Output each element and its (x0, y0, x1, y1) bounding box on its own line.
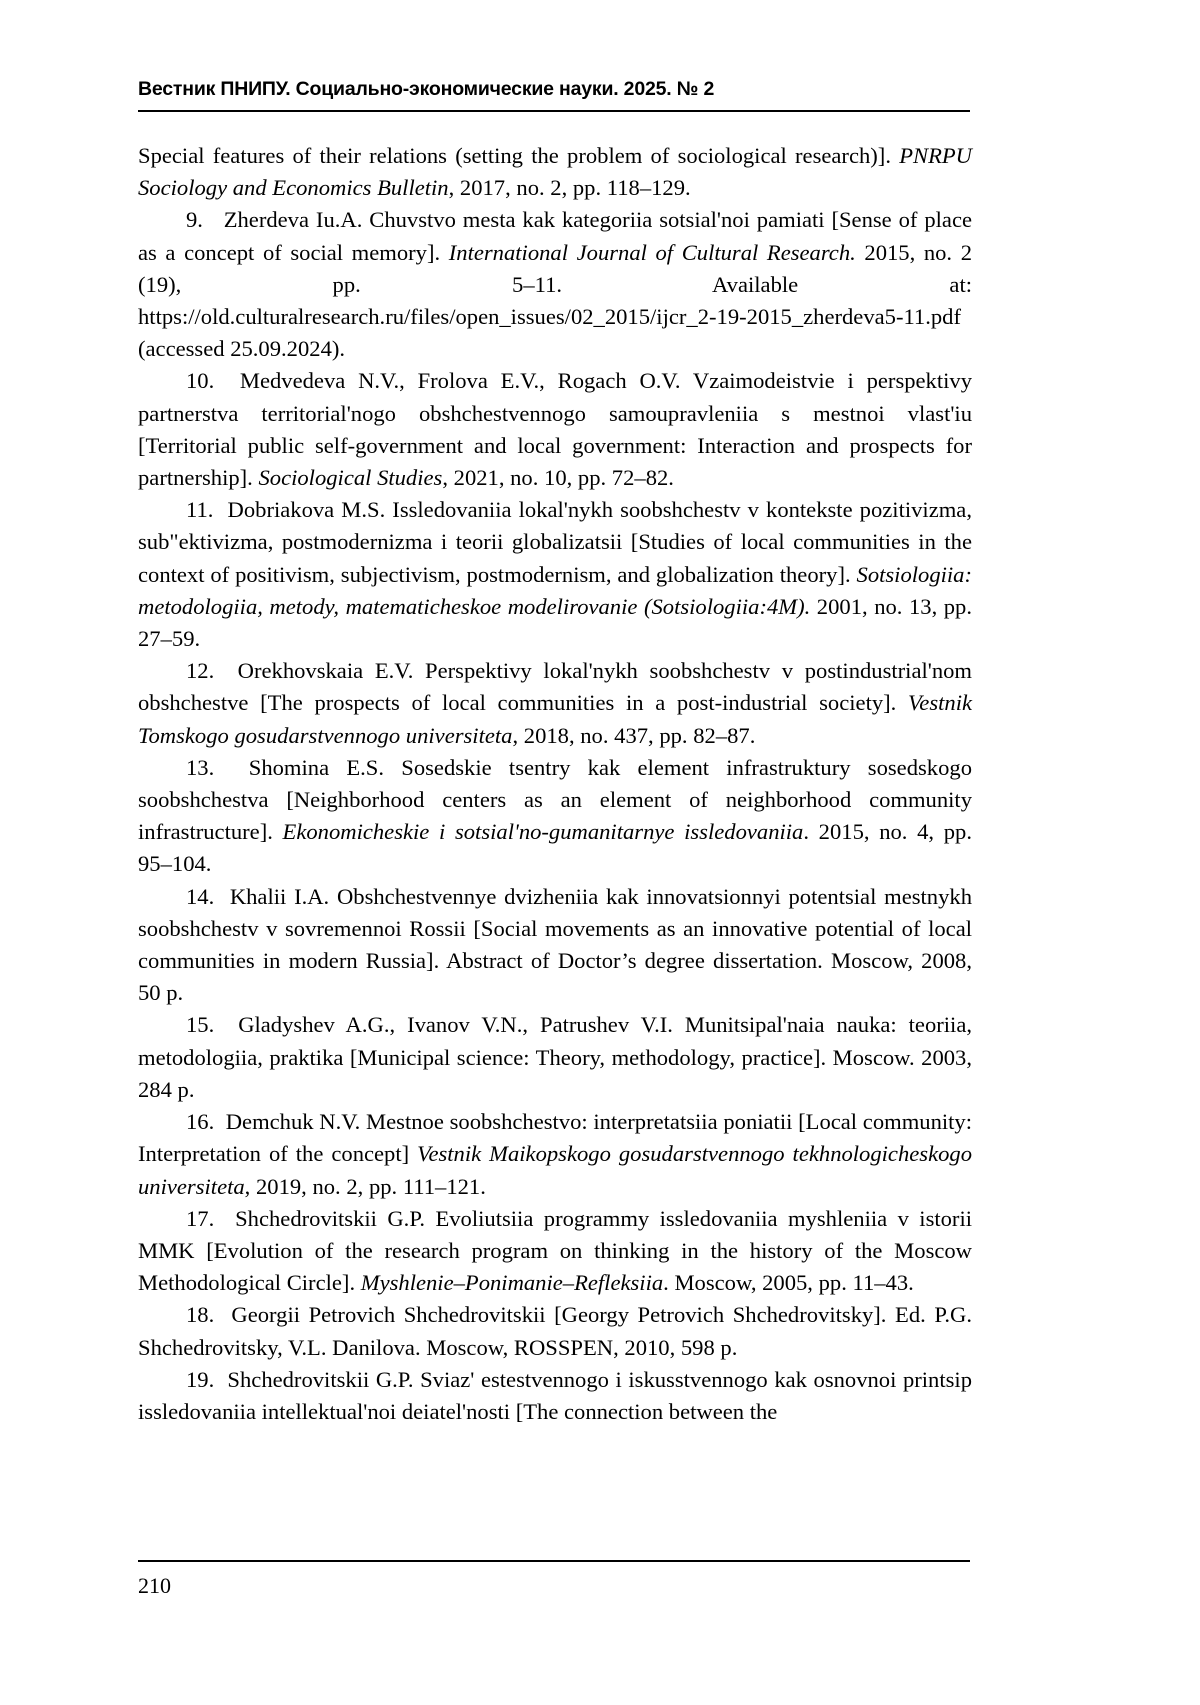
reference-source: Vestnik Tomskogo gosudarstvennogo universiteta (138, 690, 972, 748)
reference-source: Sotsiologiia: metodologiia, metody, matematicheskoe modelirovanie (Sotsiologiia:4M). (138, 561, 972, 619)
reference-text-pre: Khalii I.A. Obshchestvennye dvizheniia kak innovatsionnyi potentsial mestnykh soobshchestv v sovremennoi Rossii [Social movements as an innovative potential of local communities in modern Russia]. Abstract of Doctor’s degree dissertation. Moscow, 2008, 50 p. (138, 883, 972, 1006)
reference-item (138, 494, 972, 655)
continued-reference-pre: Special features of their relations (setting the problem of sociological research)]. (138, 143, 900, 168)
reference-source: Ekonomicheskie i sotsial'no-gumanitarnye issledovaniia (282, 819, 804, 845)
reference-number: 9. (186, 207, 203, 233)
reference-text-pre: Zherdeva Iu.A. Chuvstvo mesta kak kategoriia sotsial'noi pamiati [Sense of place as a concept of social memory]. (138, 207, 973, 265)
reference-number: 15. (186, 1012, 215, 1038)
continued-reference-post: , 2017, no. 2, pp. 118–129. (448, 175, 691, 201)
reference-text-post: , 2021, no. 10, pp. 72–82. (442, 465, 674, 491)
reference-item (138, 1009, 972, 1106)
reference-number: 17. (186, 1205, 215, 1231)
reference-item (138, 204, 972, 365)
reference-text-post: . 2015, no. 4, pp. 95–104. (138, 819, 972, 877)
reference-source: Myshlenie–Ponimanie–Refleksiia (360, 1270, 664, 1296)
reference-text-post: 2015, no. 2 (19), pp. 5–11. Available at: https://old.culturalresearch.ru/files/open_issues/02_2015/ijcr_2-19-2015_zherdeva5-11.pdf (accessed 25.09.2024). (138, 239, 972, 362)
reference-text-pre: Dobriakova M.S. Issledovaniia lokal'nykh soobshchestv v kontekste pozitivizma, sub"ektivizma, postmodernizma i teorii globalizatsii [Studies of local communities in the context of positivism, subjectivism, postmodernism, and globalization theory]. (138, 497, 972, 587)
reference-text-pre: Medvedeva N.V., Frolova E.V., Rogach O.V. Vzaimodeistvie i perspektivy partnerstva territorial'nogo obshchestvennogo samoupravleniia s mestnoi vlast'iu [Territorial public self-government and local government: Interaction and prospects for partnership]. (138, 368, 973, 491)
reference-number: 18. (186, 1302, 215, 1328)
reference-number: 12. (186, 658, 215, 684)
reference-item (138, 1106, 972, 1203)
reference-number: 16. (186, 1109, 215, 1135)
reference-source: Vestnik Maikopskogo gosudarstvennogo tekhnologicheskogo universiteta (138, 1141, 972, 1199)
reference-item (138, 1364, 972, 1428)
reference-text-post: , 2018, no. 437, pp. 82–87. (512, 722, 756, 748)
reference-text-post: 2001, no. 13, pp. 27–59. (138, 593, 972, 652)
continued-reference-source: PNRPU Sociology and Economics Bulletin (138, 143, 972, 201)
page-number: 210 (138, 1573, 171, 1598)
reference-source: Sociological Studies (258, 465, 443, 491)
reference-text-pre: Demchuk N.V. Mestnoe soobshchestvo: interpretatsiia poniatii [Local community: Interpretation of the concept] (138, 1109, 973, 1167)
reference-number: 19. (186, 1366, 215, 1392)
footer-divider (138, 1560, 970, 1562)
reference-text-post: . Moscow, 2005, pp. 11–43. (663, 1270, 914, 1296)
reference-item (138, 655, 972, 752)
header-divider (138, 110, 970, 112)
reference-item (138, 1299, 972, 1363)
reference-number: 11. (186, 497, 214, 523)
reference-text-pre: Georgii Petrovich Shchedrovitskii [Georgy Petrovich Shchedrovitsky]. Ed. P.G. Shchedrovitsky, V.L. Danilova. Moscow, ROSSPEN, 2010, 598 p. (138, 1302, 973, 1360)
reference-item (138, 365, 972, 494)
running-header: Вестник ПНИПУ. Социально-экономические науки. 2025. № 2 (138, 78, 715, 100)
reference-number: 10. (186, 368, 215, 394)
reference-text-pre: Orekhovskaia E.V. Perspektivy lokal'nykh soobshchestv v postindustrial'nom obshchestve [The prospects of local communities in a post-industrial society]. (138, 658, 972, 716)
reference-number: 14. (186, 883, 215, 909)
reference-item (138, 881, 972, 1010)
reference-number: 13. (186, 754, 215, 780)
reference-text-pre: Gladyshev A.G., Ivanov V.N., Patrushev V.I. Munitsipal'naia nauka: teoriia, metodologiia, praktika [Municipal science: Theory, methodology, practice]. Moscow. 2003, 284 p. (138, 1012, 972, 1102)
reference-text-pre: Shchedrovitskii G.P. Evoliutsiia programmy issledovaniia myshleniia v istorii MMK [Evolution of the research program on thinking in the history of the Moscow Methodological Circle]. (138, 1205, 973, 1296)
reference-item (138, 752, 972, 881)
reference-text-pre: Shomina E.S. Sosedskie tsentry kak element infrastruktury sosedskogo soobshchestva [Neighborhood centers as an element of neighborhood community infrastructure]. (138, 754, 972, 845)
reference-text-pre: Shchedrovitskii G.P. Sviaz' estestvennogo i iskusstvennogo kak osnovnoi printsip issledovaniia intellektual'noi deiatel'nosti [The connection between the (138, 1366, 972, 1424)
reference-text-post: , 2019, no. 2, pp. 111–121. (244, 1173, 486, 1199)
reference-list (138, 140, 972, 1428)
reference-item (138, 1203, 972, 1300)
reference-source: International Journal of Cultural Research. (448, 239, 856, 265)
continued-reference (138, 140, 972, 204)
